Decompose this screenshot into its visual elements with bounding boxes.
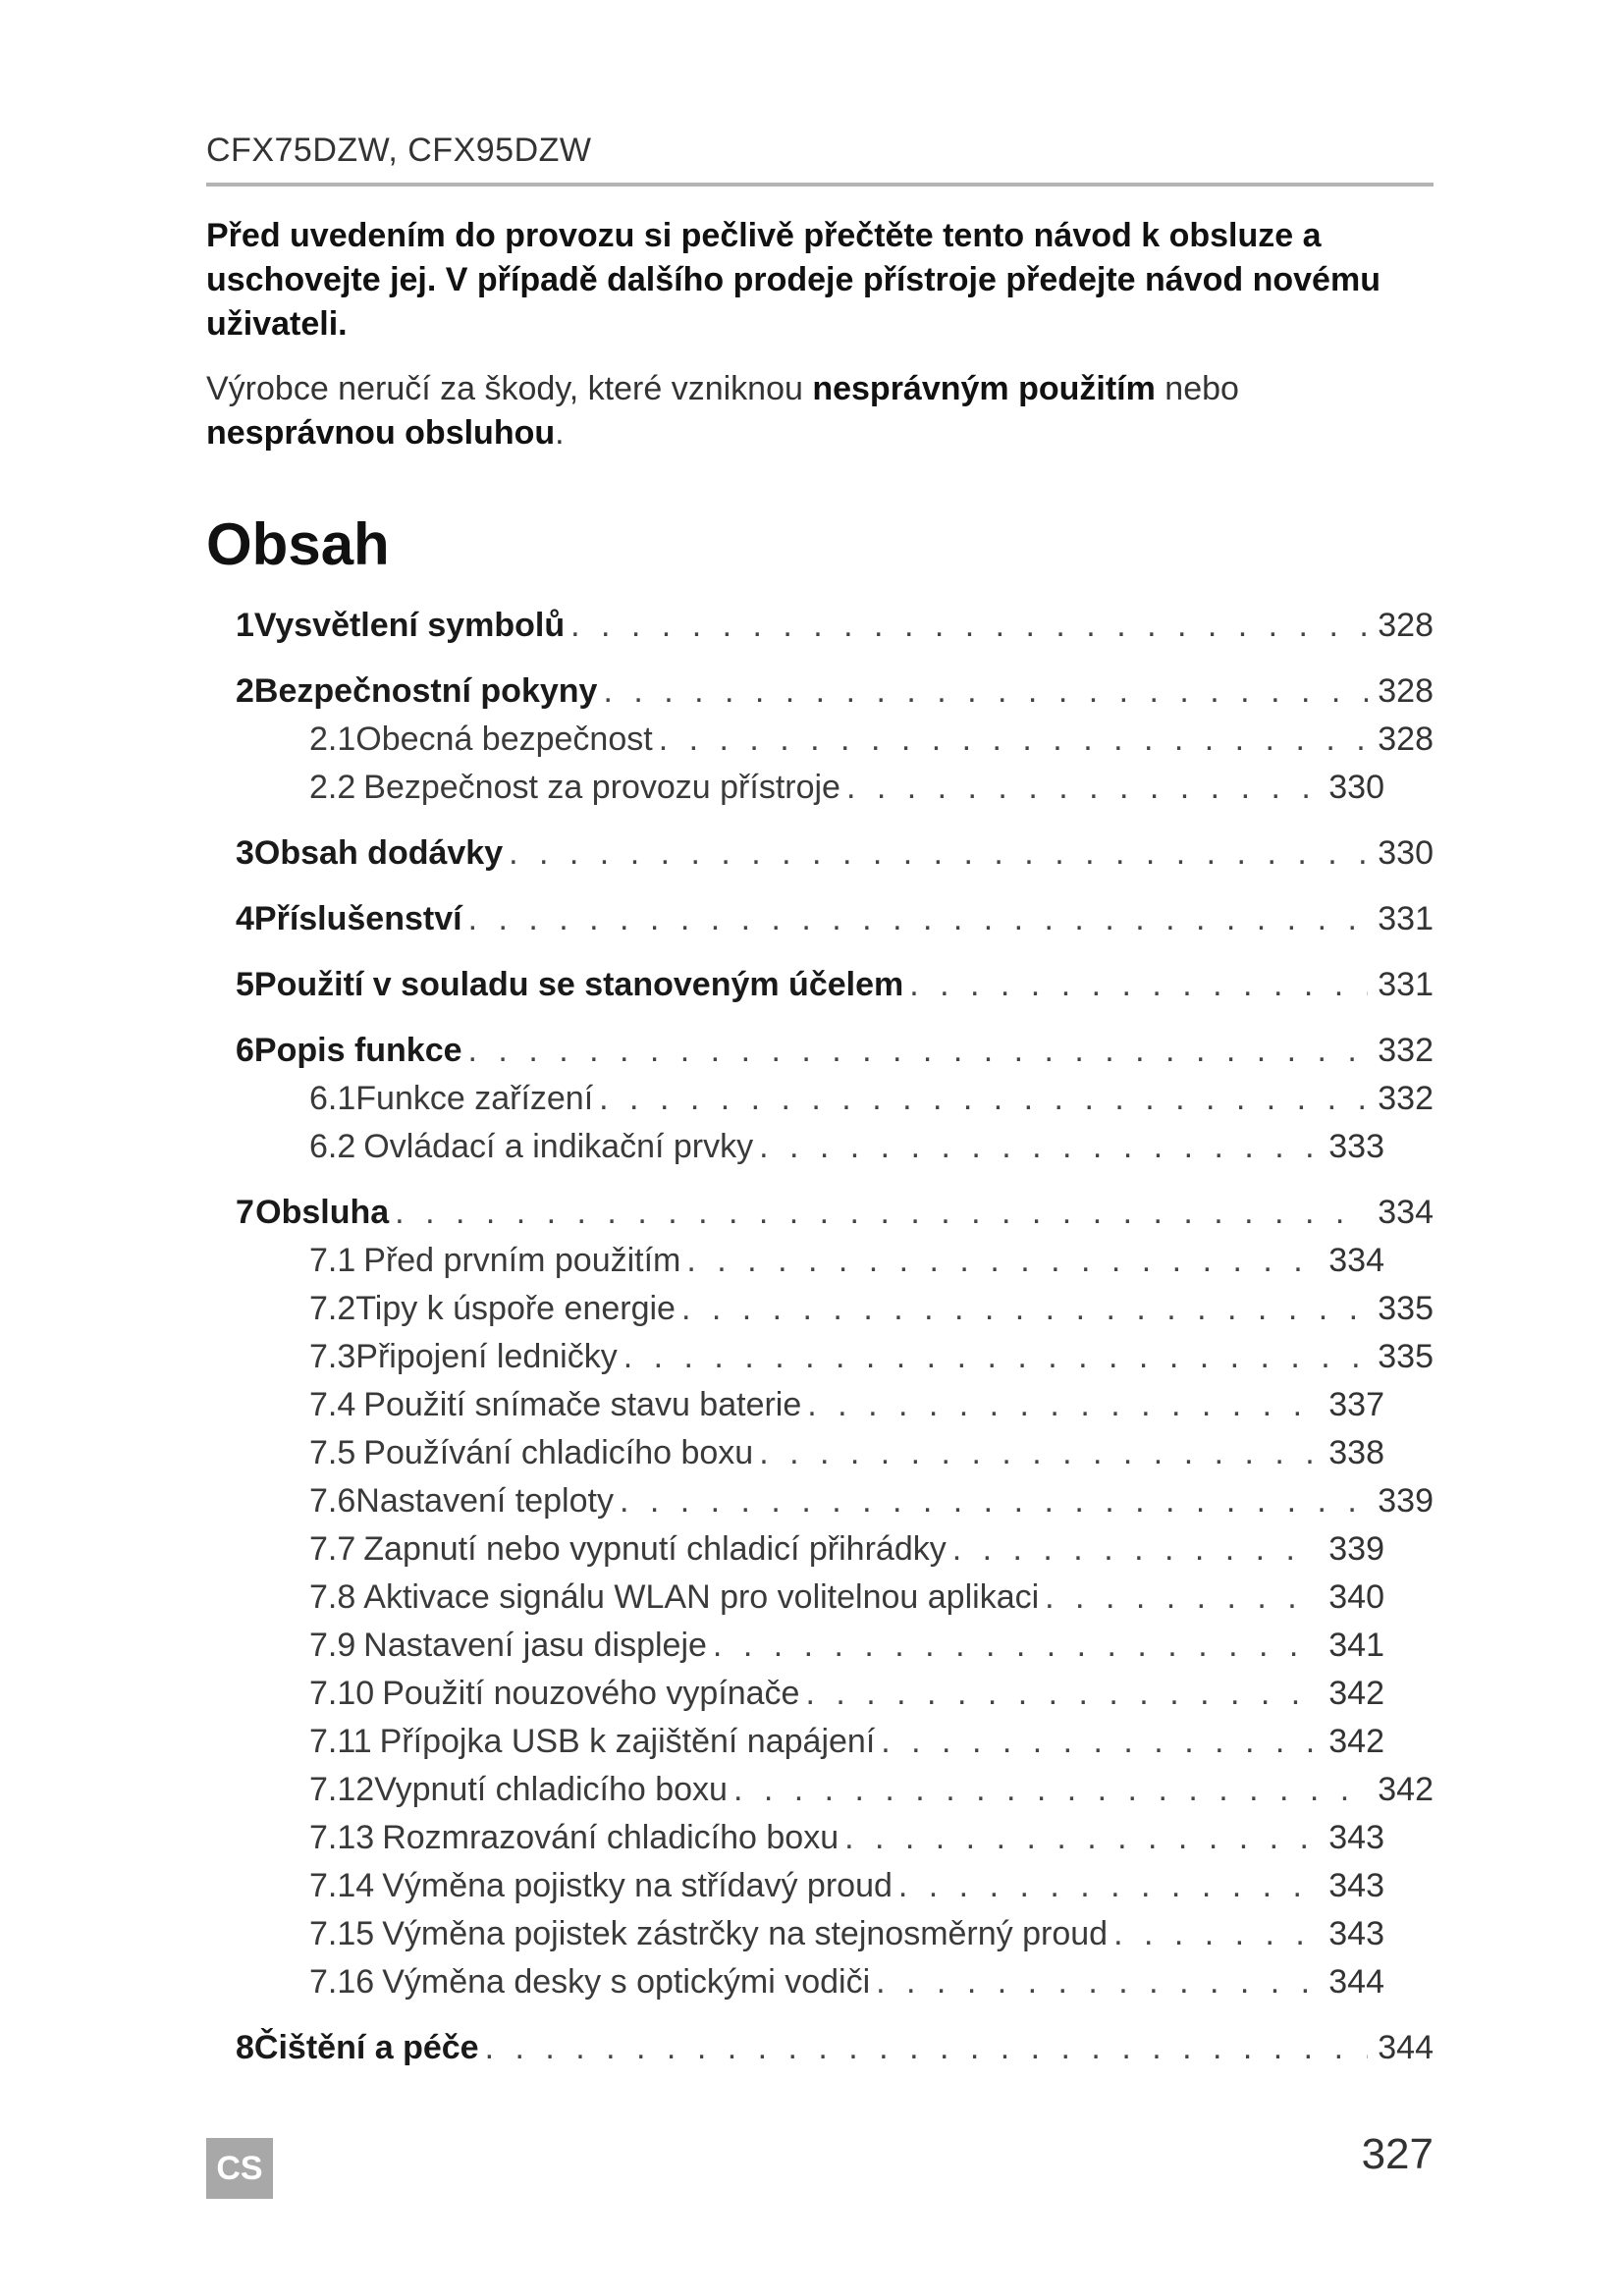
- toc-entry-2-1[interactable]: [206, 721, 1434, 769]
- toc-entry-title: Aktivace signálu WLAN pro volitelnou aplikaci: [363, 1578, 1040, 1616]
- toc-entry-title: Obsah dodávky: [253, 834, 504, 872]
- toc-entry-number: 7.12: [309, 1771, 375, 1808]
- table-of-contents: [206, 607, 1434, 2077]
- toc-entry-number: 7.8: [309, 1578, 356, 1616]
- toc-entry-7-10[interactable]: [206, 1675, 1434, 1723]
- toc-entry-title: Výměna desky s optickými vodiči: [382, 1963, 871, 2001]
- toc-dot-leader: [952, 1530, 1320, 1569]
- toc-dot-leader: [659, 721, 1369, 759]
- disclaimer-text: Výrobce neručí za škody, které vzniknou: [206, 370, 813, 407]
- toc-entry-title: Použití snímače stavu baterie: [363, 1386, 802, 1423]
- toc-entry-number: 7.13: [309, 1819, 375, 1856]
- toc-entry-number: 7.14: [309, 1867, 375, 1904]
- toc-entry-page: 332: [1378, 1032, 1434, 1069]
- toc-entry-page: 331: [1378, 966, 1434, 1003]
- toc-entry-title: Výměna pojistek zástrčky na stejnosměrný proud: [382, 1915, 1109, 1952]
- toc-dot-leader: [759, 1434, 1319, 1472]
- disclaimer: [206, 367, 1434, 455]
- toc-entry-number: 3: [236, 834, 254, 872]
- toc-entry-number: 6: [236, 1032, 254, 1069]
- toc-dot-leader: [620, 1482, 1368, 1521]
- toc-entry-title: Tipy k úspoře energie: [355, 1290, 676, 1327]
- toc-entry-number: 7.10: [309, 1675, 375, 1712]
- toc-entry-title: Vypnutí chladicího boxu: [374, 1771, 728, 1808]
- toc-entry-number: 7.5: [309, 1434, 356, 1471]
- toc-entry-page: 344: [1328, 1963, 1384, 2001]
- toc-entry-2[interactable]: [206, 672, 1434, 721]
- toc-entry-number: 6.2: [309, 1128, 356, 1165]
- toc-entry-7-15[interactable]: [206, 1915, 1434, 1963]
- toc-entry-number: 2.2: [309, 769, 356, 806]
- disclaimer-text: .: [555, 414, 565, 452]
- toc-entry-7-12[interactable]: [206, 1771, 1434, 1819]
- toc-dot-leader: [681, 1290, 1368, 1328]
- toc-entry-number: 2.1: [309, 721, 356, 758]
- toc-entry-title: Připojení ledničky: [355, 1338, 618, 1375]
- toc-entry-title: Obsluha: [255, 1194, 390, 1231]
- toc-entry-page: 335: [1378, 1290, 1434, 1327]
- toc-dot-leader: [909, 966, 1368, 1004]
- toc-entry-number: 7.4: [309, 1386, 356, 1423]
- toc-entry-number: 1: [236, 607, 254, 644]
- toc-entry-7-5[interactable]: [206, 1434, 1434, 1482]
- toc-entry-number: 7.7: [309, 1530, 356, 1568]
- toc-entry-title: Používání chladicího boxu: [363, 1434, 754, 1471]
- toc-entry-number: 7.11: [309, 1723, 372, 1760]
- toc-entry-6-1[interactable]: [206, 1080, 1434, 1128]
- toc-title: Obsah: [206, 511, 390, 577]
- toc-entry-number: 7.16: [309, 1963, 375, 2001]
- toc-entry-page: 343: [1328, 1819, 1384, 1856]
- toc-dot-leader: [603, 672, 1368, 711]
- toc-entry-number: 7.1: [309, 1242, 356, 1279]
- toc-entry-title: Ovládací a indikační prvky: [363, 1128, 754, 1165]
- toc-entry-number: 5: [236, 966, 254, 1003]
- toc-dot-leader: [1113, 1915, 1319, 1953]
- toc-entry-title: Přípojka USB k zajištění napájení: [379, 1723, 876, 1760]
- toc-entry-title: Funkce zařízení: [355, 1080, 594, 1117]
- toc-entry-title: Použití v souladu se stanoveným účelem: [253, 966, 904, 1003]
- toc-entry-1[interactable]: [206, 607, 1434, 655]
- toc-entry-number: 4: [236, 900, 254, 937]
- language-badge: CS: [206, 2138, 273, 2199]
- page-number: 327: [1361, 2130, 1434, 2178]
- toc-entry-page: 335: [1378, 1338, 1434, 1375]
- toc-dot-leader: [844, 1819, 1319, 1857]
- toc-entry-title: Použití nouzového vypínače: [382, 1675, 800, 1712]
- toc-dot-leader: [1045, 1578, 1319, 1617]
- toc-dot-leader: [395, 1194, 1368, 1232]
- toc-entry-title: Vysvětlení symbolů: [253, 607, 566, 644]
- toc-entry-page: 344: [1378, 2029, 1434, 2066]
- toc-entry-page: 339: [1378, 1482, 1434, 1520]
- toc-entry-title: Popis funkce: [253, 1032, 462, 1069]
- toc-entry-title: Výměna pojistky na střídavý proud: [382, 1867, 893, 1904]
- toc-entry-7-3[interactable]: [206, 1338, 1434, 1386]
- document-header-model: CFX75DZW, CFX95DZW: [206, 132, 592, 169]
- toc-entry-4[interactable]: [206, 900, 1434, 948]
- toc-dot-leader: [468, 1032, 1369, 1070]
- toc-entry-page: 343: [1328, 1867, 1384, 1904]
- toc-entry-page: 338: [1328, 1434, 1384, 1471]
- toc-entry-number: 2: [236, 672, 254, 710]
- toc-entry-number: 7.6: [309, 1482, 356, 1520]
- toc-dot-leader: [807, 1386, 1319, 1424]
- toc-dot-leader: [623, 1338, 1369, 1376]
- toc-entry-7-2[interactable]: [206, 1290, 1434, 1338]
- toc-dot-leader: [485, 2029, 1369, 2067]
- toc-entry-title: Bezpečnost za provozu přístroje: [363, 769, 840, 806]
- toc-entry-title: Zapnutí nebo vypnutí chladicí přihrádky: [363, 1530, 947, 1568]
- toc-entry-page: 342: [1328, 1675, 1384, 1712]
- toc-entry-7-13[interactable]: [206, 1819, 1434, 1867]
- toc-entry-6-2[interactable]: [206, 1128, 1434, 1176]
- toc-entry-title: Příslušenství: [253, 900, 462, 937]
- toc-entry-3[interactable]: [206, 834, 1434, 882]
- toc-entry-page: 334: [1378, 1194, 1434, 1231]
- toc-entry-page: 339: [1328, 1530, 1384, 1568]
- toc-dot-leader: [846, 769, 1319, 807]
- toc-dot-leader: [733, 1771, 1368, 1809]
- toc-entry-title: Bezpečnostní pokyny: [253, 672, 598, 710]
- toc-entry-page: 337: [1328, 1386, 1384, 1423]
- toc-entry-7-8[interactable]: [206, 1578, 1434, 1627]
- toc-entry-page: 328: [1378, 672, 1434, 710]
- toc-entry-page: 334: [1328, 1242, 1384, 1279]
- toc-entry-7-16[interactable]: [206, 1963, 1434, 2011]
- toc-dot-leader: [570, 607, 1368, 645]
- toc-entry-title: Čištění a péče: [253, 2029, 479, 2066]
- toc-entry-7-9[interactable]: [206, 1627, 1434, 1675]
- toc-entry-title: Nastavení jasu displeje: [363, 1627, 707, 1664]
- toc-dot-leader: [876, 1963, 1319, 2002]
- toc-entry-5[interactable]: [206, 966, 1434, 1014]
- toc-dot-leader: [509, 834, 1368, 873]
- toc-entry-number: 6.1: [309, 1080, 356, 1117]
- header-divider: [206, 183, 1434, 187]
- toc-entry-number: 7.3: [309, 1338, 356, 1375]
- toc-dot-leader: [713, 1627, 1319, 1665]
- toc-entry-title: Nastavení teploty: [355, 1482, 614, 1520]
- toc-dot-leader: [686, 1242, 1319, 1280]
- toc-dot-leader: [599, 1080, 1368, 1118]
- toc-entry-page: 342: [1328, 1723, 1384, 1760]
- toc-entry-8[interactable]: [206, 2029, 1434, 2077]
- toc-entry-page: 342: [1378, 1771, 1434, 1808]
- toc-entry-title: Rozmrazování chladicího boxu: [382, 1819, 839, 1856]
- toc-dot-leader: [805, 1675, 1319, 1713]
- toc-entry-page: 341: [1328, 1627, 1384, 1664]
- disclaimer-emphasis: nesprávnou obsluhou: [206, 414, 556, 452]
- toc-entry-number: 7: [236, 1194, 254, 1231]
- toc-entry-number: 7.2: [309, 1290, 356, 1327]
- toc-entry-7-1[interactable]: [206, 1242, 1434, 1290]
- toc-entry-page: 331: [1378, 900, 1434, 937]
- toc-entry-7-6[interactable]: [206, 1482, 1434, 1530]
- toc-entry-page: 328: [1378, 721, 1434, 758]
- disclaimer-text: nebo: [1155, 370, 1239, 407]
- toc-dot-leader: [881, 1723, 1319, 1761]
- toc-dot-leader: [468, 900, 1369, 938]
- toc-entry-page: 343: [1328, 1915, 1384, 1952]
- toc-entry-page: 340: [1328, 1578, 1384, 1616]
- toc-entry-page: 328: [1378, 607, 1434, 644]
- toc-entry-2-2[interactable]: [206, 769, 1434, 817]
- toc-entry-7-14[interactable]: [206, 1867, 1434, 1915]
- toc-dot-leader: [759, 1128, 1319, 1166]
- toc-entry-7[interactable]: [206, 1194, 1434, 1242]
- disclaimer-emphasis: nesprávným použitím: [812, 370, 1156, 407]
- toc-entry-number: 7.15: [309, 1915, 375, 1952]
- toc-entry-title: Obecná bezpečnost: [355, 721, 653, 758]
- toc-entry-page: 332: [1378, 1080, 1434, 1117]
- intro-instructions: Před uvedením do provozu si pečlivě přečtěte tento návod k obsluze a uschovejte jej. V případě dalšího prodeje přístroje předejte návod novému uživateli.: [206, 217, 1380, 343]
- toc-entry-7-7[interactable]: [206, 1530, 1434, 1578]
- toc-entry-7-11[interactable]: [206, 1723, 1434, 1771]
- toc-dot-leader: [898, 1867, 1319, 1905]
- toc-entry-page: 333: [1328, 1128, 1384, 1165]
- toc-entry-7-4[interactable]: [206, 1386, 1434, 1434]
- toc-entry-number: 7.9: [309, 1627, 356, 1664]
- toc-entry-number: 8: [236, 2029, 254, 2066]
- toc-entry-page: 330: [1328, 769, 1384, 806]
- toc-entry-6[interactable]: [206, 1032, 1434, 1080]
- toc-entry-page: 330: [1378, 834, 1434, 872]
- toc-entry-title: Před prvním použitím: [363, 1242, 681, 1279]
